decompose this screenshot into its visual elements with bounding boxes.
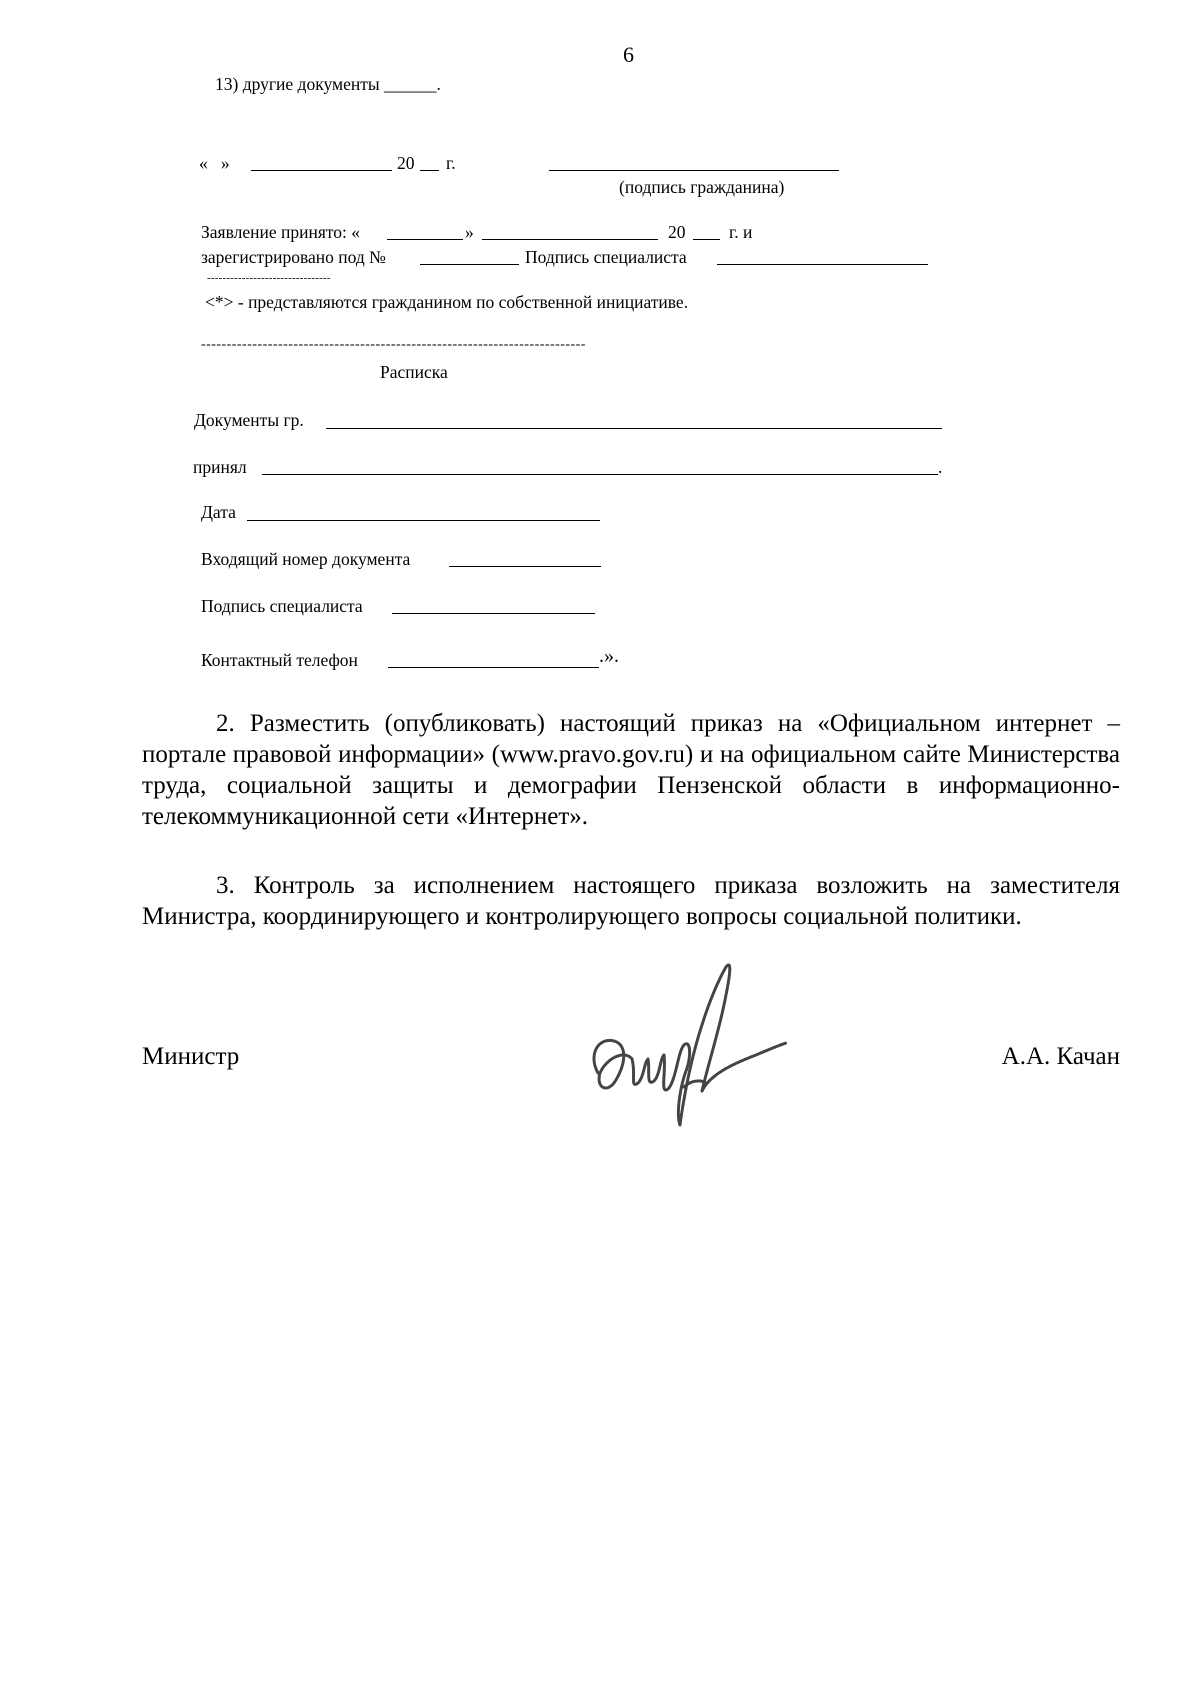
receipt-docs-line bbox=[326, 428, 942, 429]
footnote: <*> - представляются гражданином по собственной инициативе. bbox=[205, 292, 689, 312]
page-number: 6 bbox=[623, 42, 634, 67]
date-blank-line bbox=[251, 170, 392, 171]
cut-line: --------------------------------------------------------------------------- bbox=[201, 337, 586, 352]
accepted-line2-prefix: зарегистрировано под № bbox=[201, 247, 386, 267]
accepted-line1-mid: » bbox=[465, 222, 474, 242]
year-blank-line bbox=[420, 170, 439, 171]
paragraph-control bbox=[142, 870, 1120, 932]
accepted-year: 20 bbox=[668, 222, 686, 242]
receipt-accepted-label: принял bbox=[193, 457, 247, 477]
receipt-docs-label: Документы гр. bbox=[194, 410, 304, 430]
accepted-line2-mid: Подпись специалиста bbox=[525, 247, 687, 267]
receipt-incoming-line bbox=[449, 566, 601, 567]
footnote-separator: -------------------------------- bbox=[207, 272, 331, 284]
citizen-signature-line bbox=[549, 170, 839, 171]
receipt-phone-end: .». bbox=[599, 645, 619, 667]
receipt-date-label: Дата bbox=[201, 502, 236, 522]
receipt-date-line bbox=[247, 520, 600, 521]
receipt-title: Расписка bbox=[380, 362, 448, 382]
paragraph-publish bbox=[142, 708, 1120, 832]
accepted-line1-prefix: Заявление принято: « bbox=[201, 222, 361, 242]
accepted-day-line bbox=[387, 239, 463, 240]
paragraph-control-text: 3. Контроль за исполнением настоящего приказа возложить на заместителя Министра, координирующего и контролирующего вопросы социальной политики. bbox=[142, 872, 1120, 930]
specialist-signature-line-1 bbox=[717, 264, 928, 265]
receipt-phone-label: Контактный телефон bbox=[201, 650, 358, 670]
signatory-name: А.А. Качан bbox=[1001, 1043, 1120, 1070]
registration-number-line bbox=[420, 264, 519, 265]
accepted-line1-tail: г. и bbox=[729, 222, 753, 242]
signatory-position: Министр bbox=[142, 1043, 240, 1070]
accepted-year-line bbox=[693, 239, 720, 240]
receipt-accepted-line bbox=[262, 474, 938, 475]
receipt-phone-line bbox=[388, 667, 599, 668]
receipt-incoming-label: Входящий номер документа bbox=[201, 549, 411, 569]
accepted-month-line bbox=[482, 239, 658, 240]
receipt-signature-label: Подпись специалиста bbox=[201, 596, 363, 616]
other-documents-item: 13) другие документы ______. bbox=[215, 74, 441, 94]
paragraph-publish-text: 2. Разместить (опубликовать) настоящий приказ на «Официальном интернет – портале правовой информации» (www.pravo.gov.ru) и на официальном сайте Министерства труда, социальной защиты и демографии Пензенской области в информационно-телекоммуникационной сети «Интернет». bbox=[142, 710, 1120, 830]
date-year-suffix: г. bbox=[446, 153, 456, 173]
citizen-signature-caption: (подпись гражданина) bbox=[619, 177, 785, 197]
date-year-prefix: 20 bbox=[397, 153, 415, 173]
date-quotes: « » bbox=[199, 153, 230, 173]
handwritten-signature bbox=[580, 955, 790, 1170]
receipt-signature-line bbox=[392, 613, 595, 614]
receipt-accepted-end: . bbox=[938, 457, 943, 477]
